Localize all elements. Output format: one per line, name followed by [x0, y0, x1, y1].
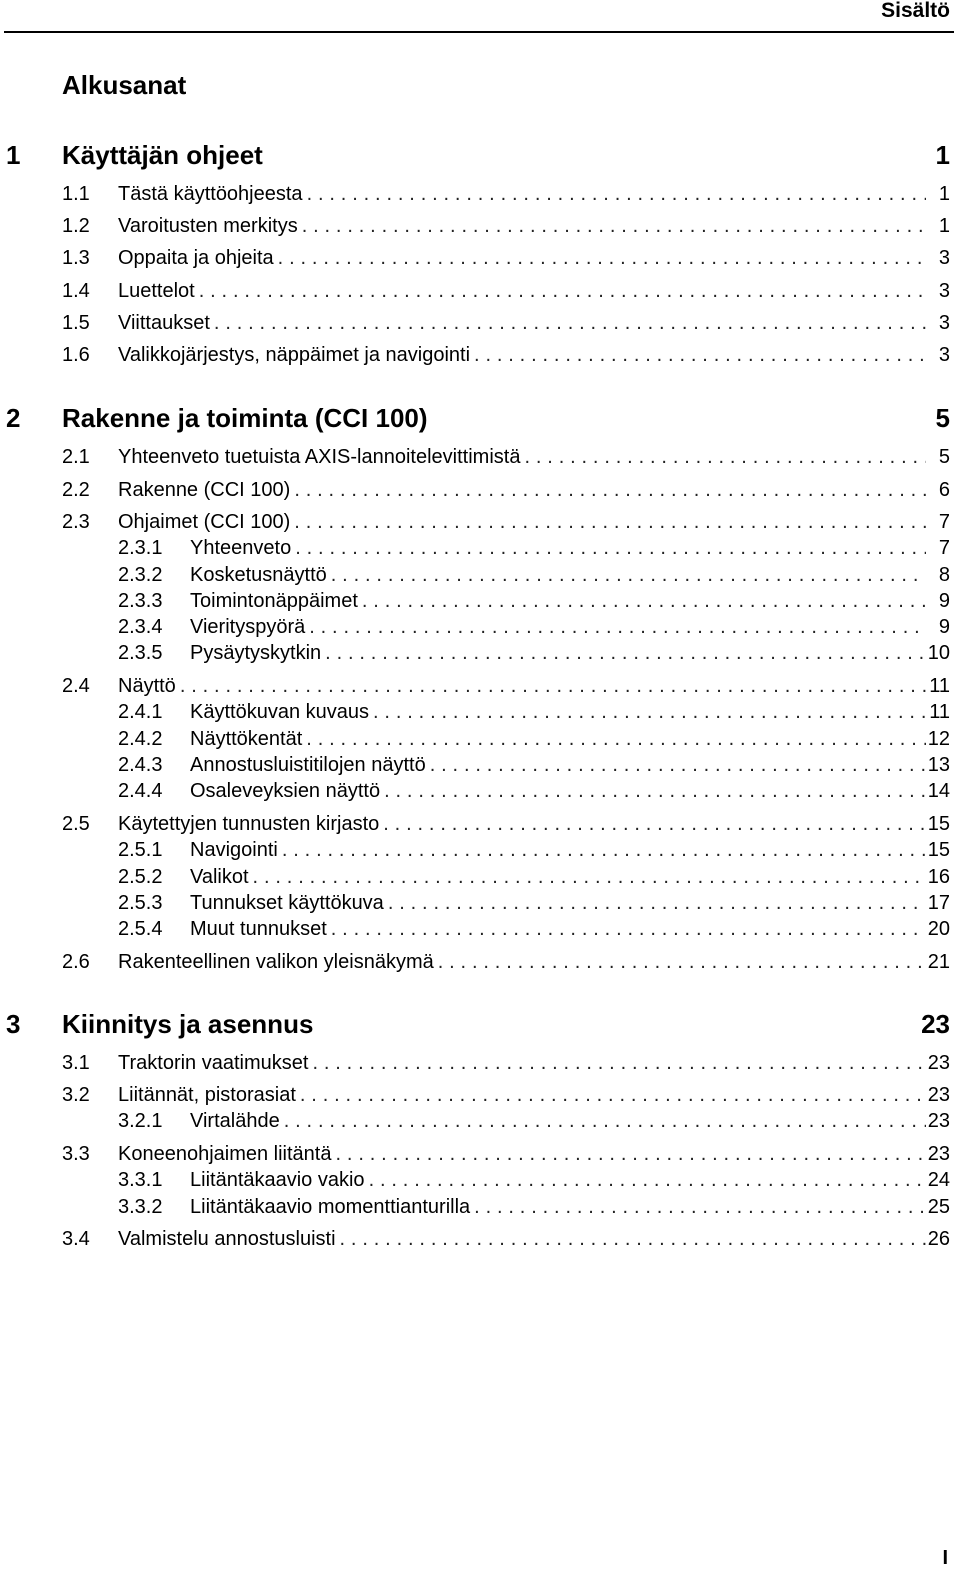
entry-title: Toimintonäppäimet — [190, 590, 358, 612]
entry-page: 24 — [927, 1169, 950, 1191]
entry-number: 2.6 — [62, 951, 90, 973]
dot-leader — [214, 310, 926, 336]
dot-leader — [331, 562, 926, 588]
entry-number: 1.5 — [62, 312, 90, 334]
entry-page: 12 — [927, 728, 950, 750]
toc-entry[interactable] — [0, 1050, 960, 1076]
entry-title: Liitännät, pistorasiat — [118, 1084, 296, 1106]
chapter-page: 23 — [921, 1009, 950, 1039]
entry-page: 11 — [929, 675, 950, 697]
entry-number: 2.3.2 — [118, 564, 163, 586]
toc-entry[interactable] — [0, 245, 960, 271]
entry-title: Navigointi — [190, 839, 278, 861]
entry-page: 10 — [927, 642, 950, 664]
entry-page: 23 — [927, 1084, 950, 1106]
entry-number: 2.5 — [62, 813, 90, 835]
entry-title: Muut tunnukset — [190, 918, 327, 940]
entry-page: 23 — [927, 1110, 950, 1132]
dot-leader — [474, 342, 926, 368]
toc-entry[interactable] — [0, 864, 960, 890]
toc-entry[interactable] — [0, 535, 960, 561]
toc-entry[interactable] — [0, 1226, 960, 1252]
footer-page-number: I — [942, 1547, 948, 1569]
entry-title: Käytettyjen tunnusten kirjasto — [118, 813, 380, 835]
entry-number: 2.5.1 — [118, 839, 163, 861]
entry-number: 2.4.4 — [118, 780, 163, 802]
entry-title: Valikkojärjestys, näppäimet ja navigointi — [118, 344, 471, 366]
entry-page: 8 — [938, 564, 950, 586]
entry-page: 15 — [927, 813, 950, 835]
entry-title: Traktorin vaatimukset — [118, 1052, 309, 1074]
entry-title: Yhteenveto — [190, 537, 292, 559]
entry-number: 1.4 — [62, 280, 90, 302]
entry-page: 3 — [938, 280, 950, 302]
toc-entry[interactable] — [0, 588, 960, 614]
entry-page: 26 — [927, 1228, 950, 1250]
entry-title: Osaleveyksien näyttö — [190, 780, 381, 802]
dot-leader — [278, 245, 926, 271]
entry-number: 3.2.1 — [118, 1110, 163, 1132]
entry-number: 2.4 — [62, 675, 90, 697]
chapter-title: Käyttäjän ohjeet — [62, 140, 263, 170]
toc-entry[interactable] — [0, 778, 960, 804]
toc-entry[interactable] — [0, 916, 960, 942]
entry-number: 1.1 — [62, 183, 90, 205]
chapter-number: 3 — [6, 1009, 21, 1039]
toc-entry[interactable] — [0, 1167, 960, 1193]
entry-page: 17 — [927, 892, 950, 914]
entry-page: 1 — [938, 215, 950, 237]
dot-leader — [325, 640, 926, 666]
toc-entry[interactable] — [0, 509, 960, 535]
dot-leader — [300, 1082, 926, 1108]
entry-page: 23 — [927, 1052, 950, 1074]
entry-number: 2.5.4 — [118, 918, 163, 940]
dot-leader — [294, 509, 926, 535]
toc-entry[interactable] — [0, 1082, 960, 1108]
dot-leader — [384, 778, 926, 804]
entry-page: 20 — [927, 918, 950, 940]
chapter-number: 2 — [6, 403, 21, 433]
entry-page: 7 — [938, 511, 950, 533]
entry-title: Valmistelu annostusluisti — [118, 1228, 336, 1250]
toc-entry[interactable] — [0, 811, 960, 837]
toc-entry[interactable] — [0, 213, 960, 239]
toc-entry[interactable] — [0, 342, 960, 368]
toc-entry[interactable] — [0, 890, 960, 916]
entry-number: 3.3 — [62, 1143, 90, 1165]
entry-number: 2.4.1 — [118, 701, 163, 723]
toc-entry[interactable] — [0, 444, 960, 470]
dot-leader — [199, 278, 926, 304]
entry-title: Vierityspyörä — [190, 616, 306, 638]
header-title: Sisältö — [881, 0, 950, 22]
entry-page: 1 — [938, 183, 950, 205]
dot-leader — [302, 213, 926, 239]
entry-number: 2.3 — [62, 511, 90, 533]
entry-title: Yhteenveto tuetuista AXIS-lannoitelevittimistä — [118, 446, 521, 468]
dot-leader — [306, 726, 926, 752]
chapter-title: Rakenne ja toiminta (CCI 100) — [62, 403, 428, 433]
toc-entry[interactable] — [0, 1141, 960, 1167]
dot-leader — [340, 1226, 926, 1252]
toc-entry[interactable] — [0, 752, 960, 778]
dot-leader — [284, 1108, 926, 1134]
entry-title: Tunnukset käyttökuva — [190, 892, 384, 914]
dot-leader — [430, 752, 926, 778]
chapter-page: 1 — [935, 140, 950, 170]
entry-number: 2.5.3 — [118, 892, 163, 914]
dot-leader — [373, 699, 926, 725]
toc-entry[interactable] — [0, 614, 960, 640]
entry-title: Rakenne (CCI 100) — [118, 479, 291, 501]
toc-entry[interactable] — [0, 837, 960, 863]
entry-number: 3.4 — [62, 1228, 90, 1250]
entry-page: 16 — [927, 866, 950, 888]
chapter-number: 1 — [6, 140, 21, 170]
toc-entry[interactable] — [0, 310, 960, 336]
entry-number: 3.2 — [62, 1084, 90, 1106]
entry-number: 2.3.3 — [118, 590, 163, 612]
entry-title: Pysäytyskytkin — [190, 642, 322, 664]
preface-heading[interactable]: Alkusanat — [62, 70, 187, 100]
entry-title: Varoitusten merkitys — [118, 215, 298, 237]
entry-number: 2.3.5 — [118, 642, 163, 664]
entry-number: 2.1 — [62, 446, 90, 468]
entry-number: 3.3.1 — [118, 1169, 163, 1191]
toc-entry[interactable] — [0, 477, 960, 503]
toc-entry[interactable] — [0, 562, 960, 588]
entry-page: 15 — [927, 839, 950, 861]
toc-entry[interactable] — [0, 640, 960, 666]
dot-leader — [388, 890, 926, 916]
entry-page: 23 — [927, 1143, 950, 1165]
entry-page: 25 — [927, 1196, 950, 1218]
entry-page: 3 — [938, 344, 950, 366]
entry-number: 2.2 — [62, 479, 90, 501]
entry-title: Käyttökuvan kuvaus — [190, 701, 369, 723]
entry-page: 11 — [929, 701, 950, 723]
entry-page: 14 — [927, 780, 950, 802]
entry-page: 3 — [938, 312, 950, 334]
chapter-heading[interactable] — [0, 403, 960, 437]
entry-title: Liitäntäkaavio momenttianturilla — [190, 1196, 471, 1218]
entry-page: 13 — [927, 754, 950, 776]
dot-leader — [369, 1167, 926, 1193]
dot-leader — [294, 477, 926, 503]
entry-page: 7 — [938, 537, 950, 559]
toc-entry[interactable] — [0, 181, 960, 207]
dot-leader — [180, 673, 926, 699]
entry-number: 2.4.2 — [118, 728, 163, 750]
chapter-heading[interactable] — [0, 140, 960, 174]
toc-entry[interactable] — [0, 699, 960, 725]
dot-leader — [362, 588, 926, 614]
chapter-heading[interactable] — [0, 1009, 960, 1043]
entry-page: 21 — [927, 951, 950, 973]
entry-number: 2.3.1 — [118, 537, 163, 559]
entry-number: 2.3.4 — [118, 616, 163, 638]
entry-title: Näyttökentät — [190, 728, 303, 750]
entry-title: Oppaita ja ohjeita — [118, 247, 274, 269]
entry-title: Liitäntäkaavio vakio — [190, 1169, 365, 1191]
dot-leader — [309, 614, 926, 640]
entry-title: Virtalähde — [190, 1110, 280, 1132]
dot-leader — [253, 864, 926, 890]
entry-page: 9 — [938, 590, 950, 612]
dot-leader — [307, 181, 926, 207]
dot-leader — [282, 837, 926, 863]
entry-page: 6 — [938, 479, 950, 501]
entry-title: Annostusluistitilojen näyttö — [190, 754, 426, 776]
dot-leader — [312, 1050, 926, 1076]
entry-number: 1.6 — [62, 344, 90, 366]
entry-title: Rakenteellinen valikon yleisnäkymä — [118, 951, 434, 973]
entry-title: Koneenohjaimen liitäntä — [118, 1143, 332, 1165]
entry-number: 1.2 — [62, 215, 90, 237]
entry-number: 1.3 — [62, 247, 90, 269]
entry-page: 5 — [938, 446, 950, 468]
entry-number: 3.1 — [62, 1052, 90, 1074]
entry-title: Ohjaimet (CCI 100) — [118, 511, 291, 533]
dot-leader — [383, 811, 926, 837]
dot-leader — [474, 1194, 926, 1220]
entry-title: Näyttö — [118, 675, 176, 697]
toc-entry[interactable] — [0, 726, 960, 752]
toc-entry[interactable] — [0, 1108, 960, 1134]
entry-title: Valikot — [190, 866, 249, 888]
entry-page: 9 — [938, 616, 950, 638]
dot-leader — [524, 444, 926, 470]
dot-leader — [438, 949, 926, 975]
toc-entry[interactable] — [0, 673, 960, 699]
toc-entry[interactable] — [0, 1194, 960, 1220]
entry-number: 2.4.3 — [118, 754, 163, 776]
entry-title: Kosketusnäyttö — [190, 564, 327, 586]
dot-leader — [295, 535, 926, 561]
toc-entry[interactable] — [0, 278, 960, 304]
chapter-title: Kiinnitys ja asennus — [62, 1009, 314, 1039]
dot-leader — [331, 916, 926, 942]
entry-page: 3 — [938, 247, 950, 269]
dot-leader — [336, 1141, 927, 1167]
toc-entry[interactable] — [0, 949, 960, 975]
entry-number: 2.5.2 — [118, 866, 163, 888]
entry-title: Viittaukset — [118, 312, 210, 334]
entry-number: 3.3.2 — [118, 1196, 163, 1218]
entry-title: Tästä käyttöohjeesta — [118, 183, 303, 205]
entry-title: Luettelot — [118, 280, 195, 302]
chapter-page: 5 — [935, 403, 950, 433]
